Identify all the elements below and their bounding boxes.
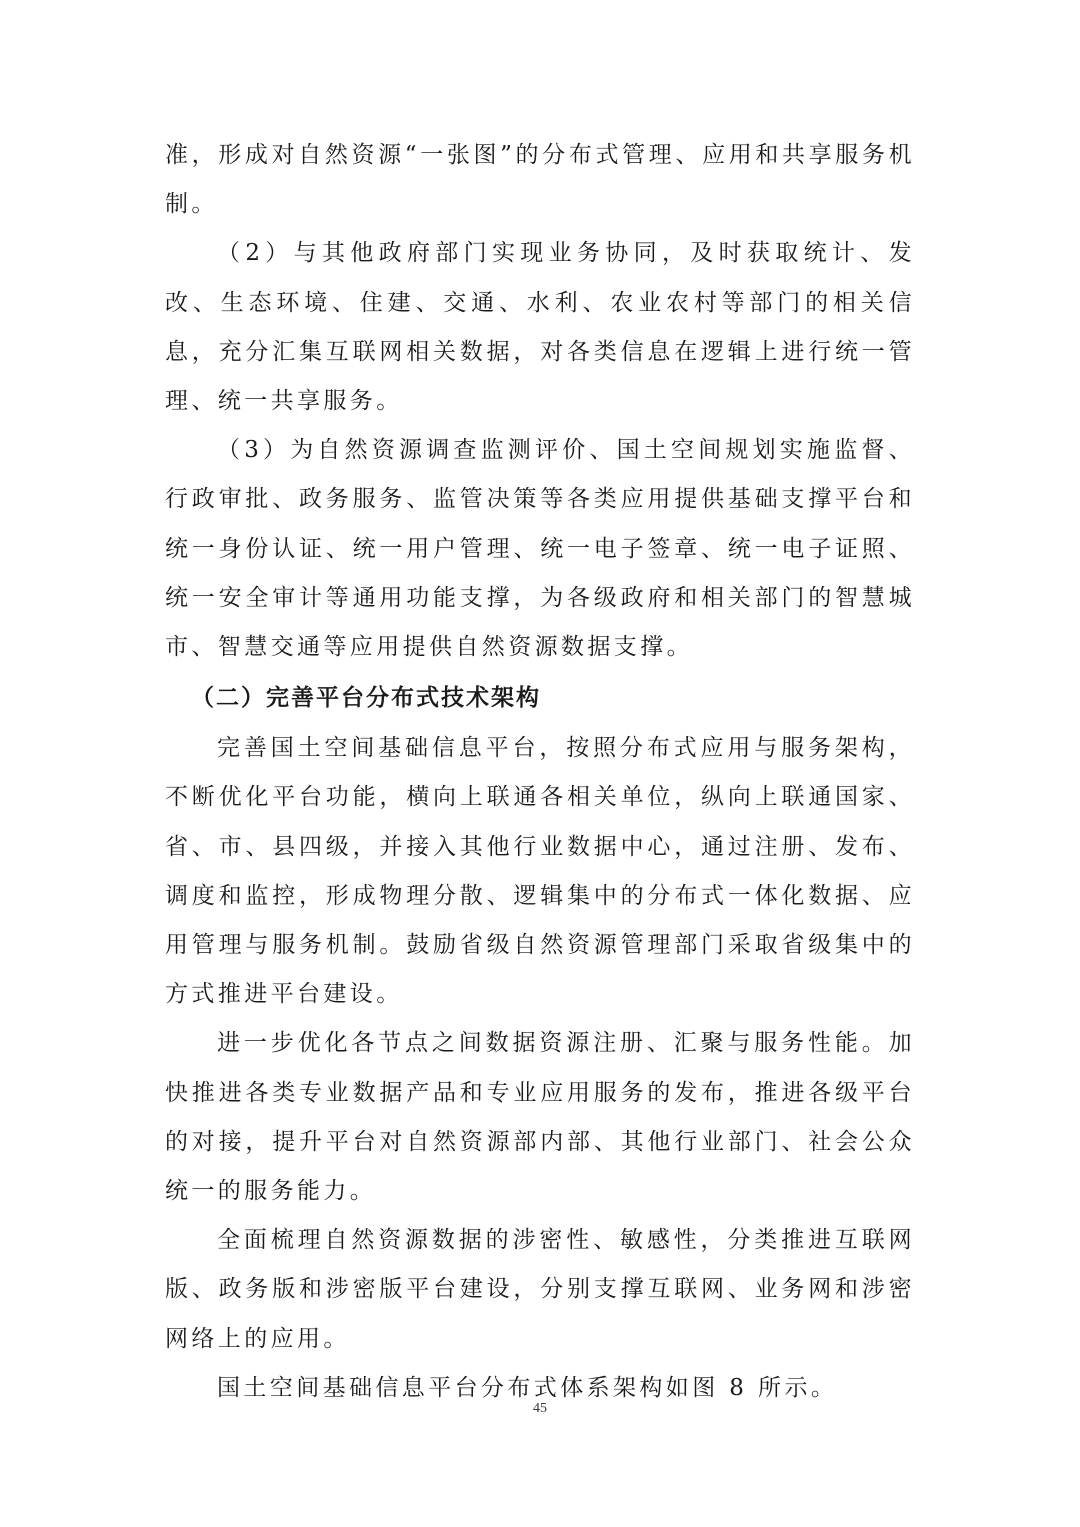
paragraph-continuation: 准，形成对自然资源“一张图”的分布式管理、应用和共享服务机制。 xyxy=(165,142,915,218)
section-heading: （二）完善平台分布式技术架构 xyxy=(191,685,541,712)
page-number: 45 xyxy=(533,1401,547,1416)
paragraph-item-3: （3）为自然资源调查监测评价、国土空间规划实施监督、行政审批、政务服务、监管决策等各类应用提供基础支撑平台和统一身份认证、统一用户管理、统一电子签章、统一电子证照、统一安全审计等通用功能支撑，为各级政府和相关部门的智慧城市、智慧交通等应用提供自然资源数据支撑。 xyxy=(165,437,915,661)
section-paragraph-2: 进一步优化各节点之间数据资源注册、汇聚与服务性能。加快推进各类专业数据产品和专业应用服务的发布，推进各级平台的对接，提升平台对自然资源部内部、其他行业部门、社会公众统一的服务能力。 xyxy=(165,1030,915,1205)
body-text xyxy=(165,131,915,1413)
section-paragraph-4: 国土空间基础信息平台分布式体系架构如图 8 所示。 xyxy=(217,1374,838,1401)
section-paragraph-3: 全面梳理自然资源数据的涉密性、敏感性，分类推进互联网版、政务版和涉密版平台建设，分别支撑互联网、业务网和涉密网络上的应用。 xyxy=(165,1227,915,1352)
section-paragraph-1: 完善国土空间基础信息平台，按照分布式应用与服务架构，不断优化平台功能，横向上联通各相关单位，纵向上联通国家、省、市、县四级，并接入其他行业数据中心，通过注册、发布、调度和监控，形成物理分散、逻辑集中的分布式一体化数据、应用管理与服务机制。鼓励省级自然资源管理部门采取省级集中的方式推进平台建设。 xyxy=(165,735,915,1008)
paragraph-item-2: （2）与其他政府部门实现业务协同，及时获取统计、发改、生态环境、住建、交通、水利、农业农村等部门的相关信息，充分汇集互联网相关数据，对各类信息在逻辑上进行统一管理、统一共享服务。 xyxy=(165,240,915,415)
